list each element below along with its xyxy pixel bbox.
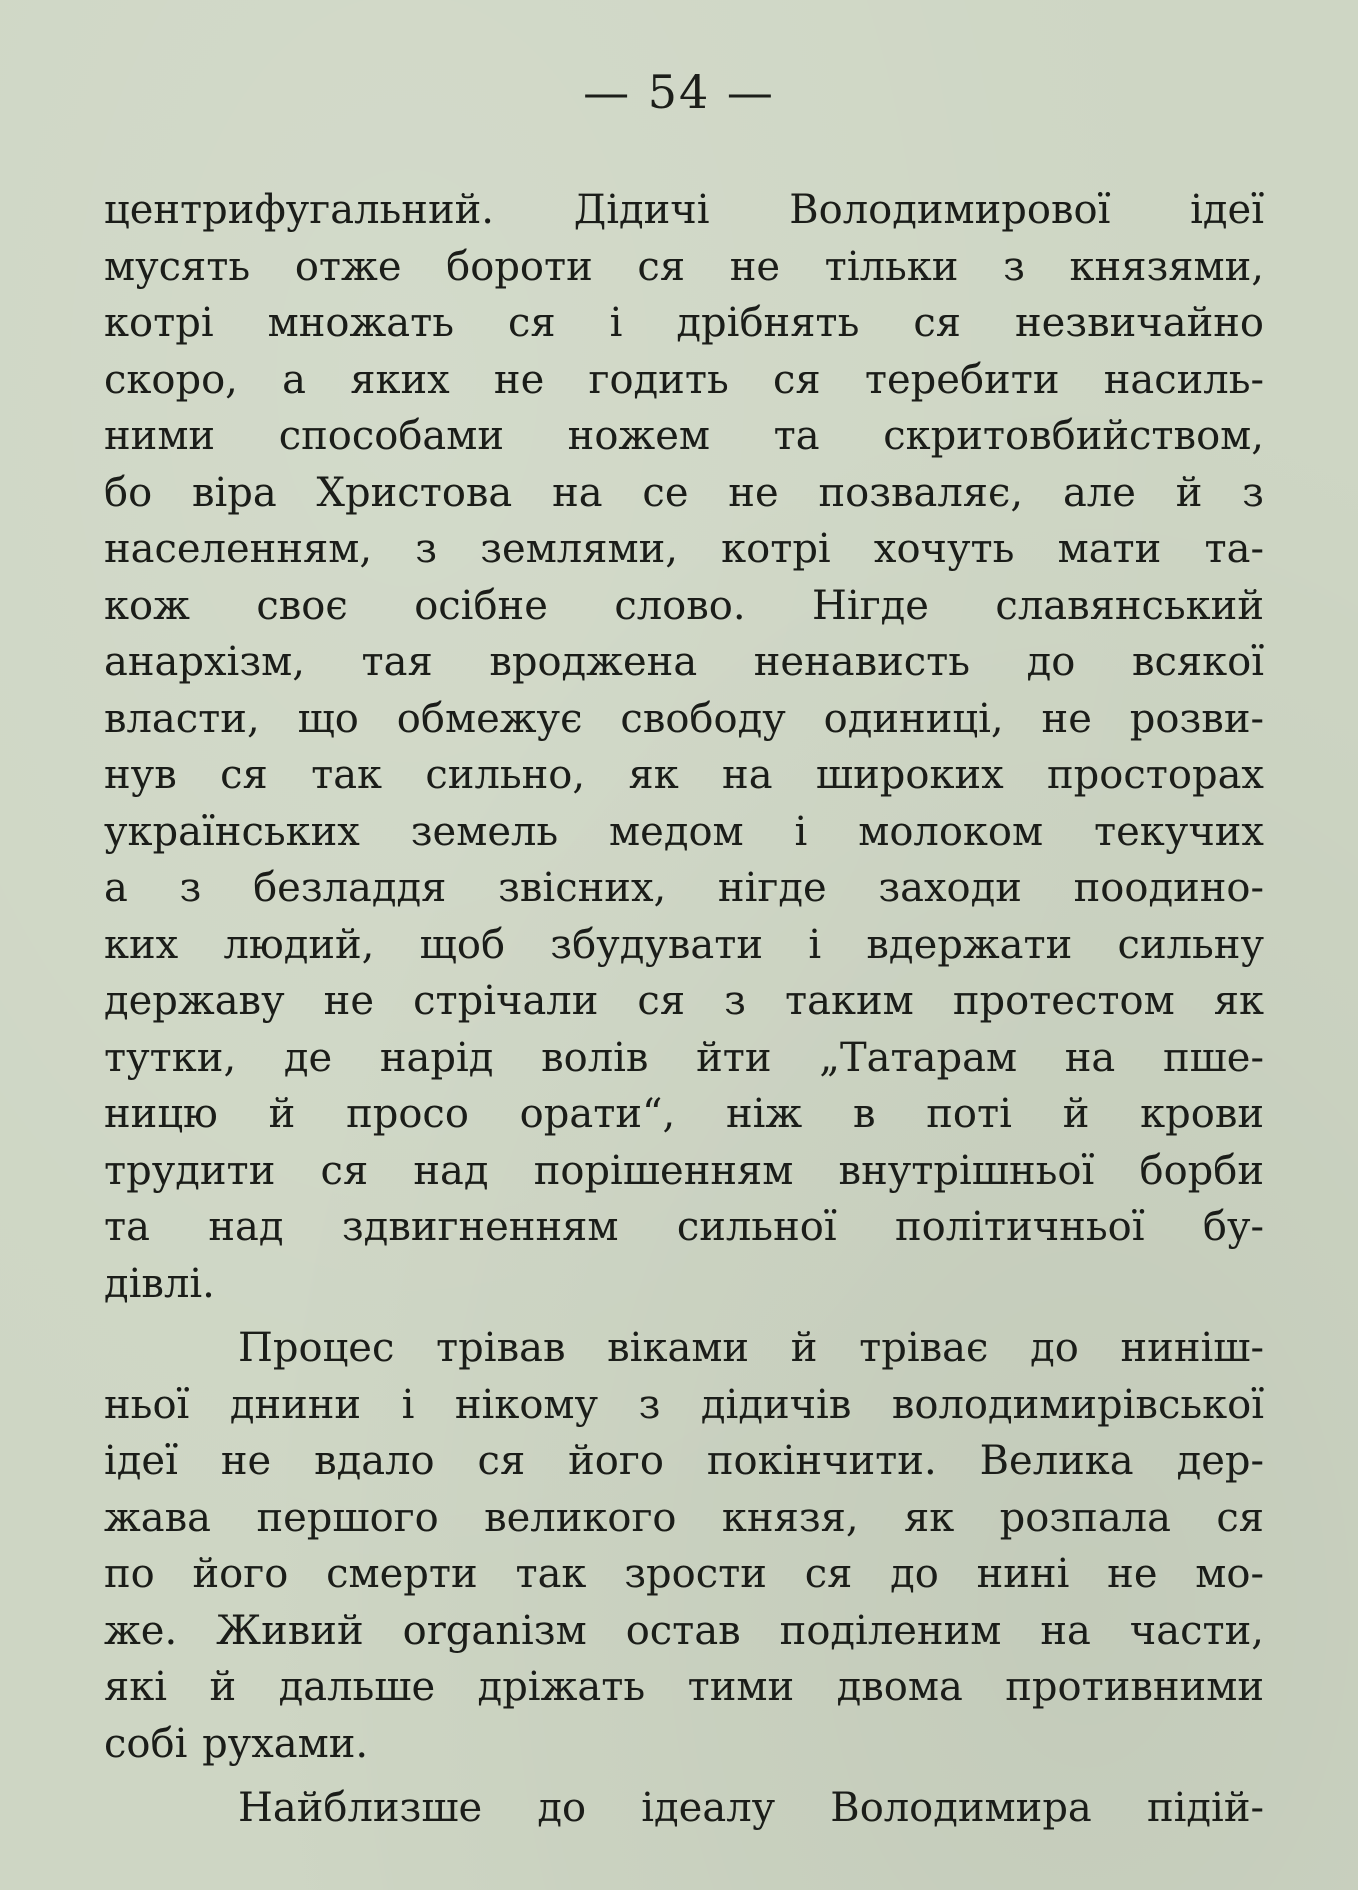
text-line: центрифугальний. Дідичі Володимирової ідеї (104, 187, 1264, 233)
text-line: ними способами ножем та скритовбийством, (104, 413, 1264, 459)
text-line: по його смерти так зрости ся до нині не мо- (104, 1551, 1264, 1597)
text-line: трудити ся над порішенням внутрішньої борби (104, 1147, 1264, 1194)
text-line: тутки, де нарід волів йти „Татарам на пше- (104, 1034, 1264, 1081)
text-line: же. Живий organізм остав поділеним на части, (104, 1607, 1264, 1654)
text-line: кож своє осібне слово. Нігде славянський (104, 582, 1264, 629)
text-line: а з безладдя звісних, нігде заходи поодино- (104, 865, 1264, 911)
text-line: ницю й просо орати“, ніж в поті й крови (104, 1091, 1264, 1137)
text-line: собі рухами. (104, 1720, 369, 1767)
text-line: населенням, з землями, котрі хочуть мати та- (104, 526, 1264, 572)
text-line: ких людий, щоб збудувати і вдержати сильну (104, 921, 1264, 968)
paragraph-1 (104, 182, 1264, 1312)
text-line: мусять отже бороти ся не тільки з князями, (104, 243, 1264, 290)
text-line: котрі множать ся і дрібнять ся незвичайно (104, 300, 1264, 346)
text-line: нув ся так сильно, як на широких просторах (104, 752, 1264, 798)
text-line: та над здвигненням сильної політичньої бу- (104, 1204, 1264, 1250)
paragraph-3 (104, 1780, 1264, 1837)
text-line: ідеї не вдало ся його покінчити. Велика дер- (104, 1438, 1264, 1484)
text-line: Найблизше до ідеалу Володимира підій- (238, 1785, 1264, 1831)
text-line: власти, що обмежує свободу одиниці, не розви- (104, 695, 1264, 742)
text-line: ньої днини і нікому з дідичів володимирівської (104, 1381, 1264, 1428)
page-number: — 54 — (583, 65, 775, 119)
text-line: які й дальше дріжать тими двома противними (104, 1664, 1264, 1710)
text-line: жава першого великого князя, як розпала ся (104, 1494, 1264, 1541)
text-line: анархізм, тая вроджена ненависть до всякої (104, 639, 1264, 685)
text-line: державу не стрічали ся з таким протестом як (104, 978, 1264, 1024)
text-line: скоро, а яких не годить ся теребити насиль- (104, 356, 1264, 403)
text-line: Процес трівав віками й тріває до нинiш- (238, 1325, 1264, 1371)
text-line: бо віра Христова на се не позваляє, але й з (104, 469, 1264, 516)
text-line: дівлі. (104, 1260, 215, 1307)
paragraph-2 (104, 1320, 1264, 1772)
text-line: українських земель медом і молоком текучих (104, 808, 1264, 855)
body-text (104, 182, 1264, 1837)
